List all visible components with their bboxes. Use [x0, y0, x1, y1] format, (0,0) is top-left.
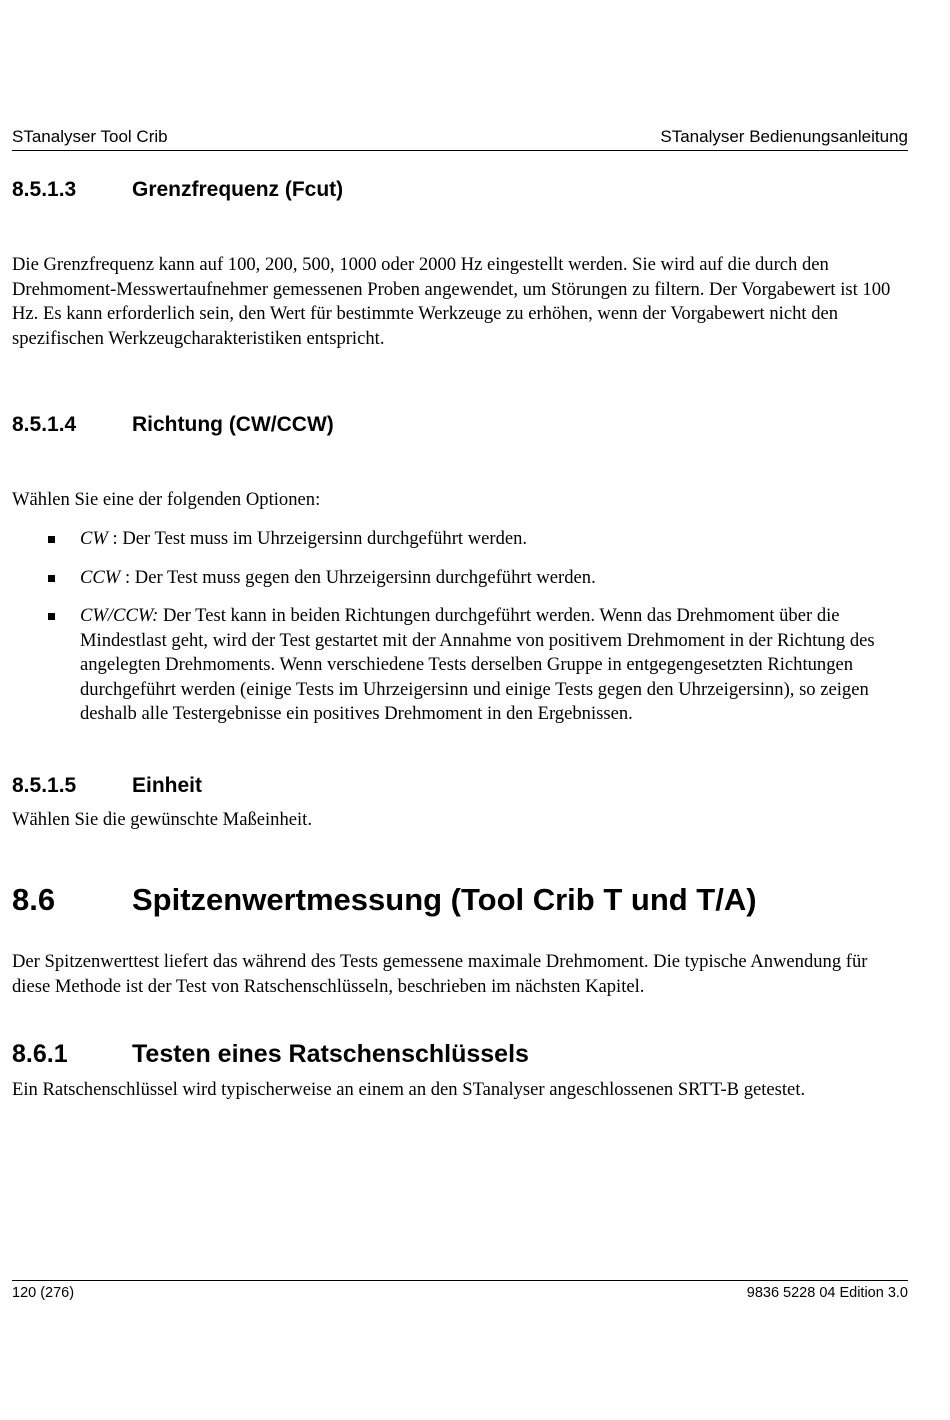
option-term: CW: [80, 528, 108, 549]
heading-title: Einheit: [132, 774, 203, 797]
list-item-cw-ccw: [12, 604, 908, 727]
bullet-square-icon: [48, 575, 55, 582]
heading-number: 8.6.1: [12, 1040, 68, 1068]
paragraph-richtung-intro: Wählen Sie eine der folgenden Optionen:: [12, 489, 321, 510]
heading-number: 8.5.1.3: [12, 178, 77, 201]
heading-title: Richtung (CW/CCW): [132, 413, 334, 436]
option-term: CCW: [80, 566, 121, 588]
paragraph-grenzfrequenz: Die Grenzfrequenz kann auf 100, 200, 500, 1000 oder 2000 Hz eingestellt werden. Sie wird auf die durch den Drehmoment-Messwertaufnehmer gemessenen Proben angewendet, um Störungen zu filtern. Der Vorgabewert ist 100 Hz. Es kann erforderlich sein, den Wert für bestimmte Werkzeuge zu erhöhen, wenn der Vorgabewert nicht den spezifischen Werkzeugcharakteristiken entspricht.: [12, 254, 891, 349]
direction-options-list: [12, 527, 908, 741]
paragraph-ratschenschluessel: Ein Ratschenschlüssel wird typischerweise an einem an den STanalyser angeschlossenen SRTT-B getestet.: [12, 1079, 806, 1100]
heading-title: Spitzenwertmessung (Tool Crib T und T/A): [132, 882, 757, 917]
paragraph-spitzenwert: Der Spitzenwerttest liefert das während des Tests gemessene maximale Drehmoment. Die typische Anwendung für diese Methode ist der Test von Ratschenschlüsseln, beschrieben im nächsten Kapitel.: [12, 951, 868, 997]
header-right-text: STanalyser Bedienungsanleitung: [660, 127, 908, 146]
heading-title: Grenzfrequenz (Fcut): [132, 178, 344, 201]
page-header: [12, 126, 908, 151]
option-term: CW/CCW:: [80, 605, 159, 626]
option-text: Der Test kann in beiden Richtungen durchgeführt werden. Wenn das Drehmoment über die Mindestlast geht, wird der Test gestartet mit der Annahme von positivem Drehmoment in der Richtung des angelegten Drehmoments. Wenn verschiedene Tests derselben Gruppe in entgegengesetzten Richtungen durchgeführt werden (einige Tests im Uhrzeigersinn und einige Tests gegen den Uhrzeigersinn), so zeigen deshalb alle Testergebnisse ein positives Drehmoment in den Ergebnissen.: [80, 605, 875, 724]
option-text: : Der Test muss im Uhrzeigersinn durchgeführt werden.: [107, 528, 528, 549]
document-id: 9836 5228 04 Edition 3.0: [746, 1285, 908, 1301]
list-item-ccw: [12, 566, 908, 591]
page-number: 120 (276): [12, 1285, 75, 1301]
heading-number: 8.6: [12, 882, 56, 917]
header-left-text: STanalyser Tool Crib: [12, 127, 168, 146]
bullet-square-icon: [48, 613, 55, 620]
heading-number: 8.5.1.4: [12, 413, 77, 436]
heading-title: Testen eines Ratschenschlüssels: [132, 1040, 529, 1068]
page-footer: [12, 1280, 908, 1303]
document-page: [12, 0, 908, 1420]
option-text: : Der Test muss gegen den Uhrzeigersinn durchgeführt werden.: [120, 566, 596, 588]
paragraph-einheit: Wählen Sie die gewünschte Maßeinheit.: [12, 809, 312, 830]
heading-number: 8.5.1.5: [12, 774, 77, 797]
list-item-cw: [12, 527, 908, 552]
bullet-square-icon: [48, 536, 55, 543]
